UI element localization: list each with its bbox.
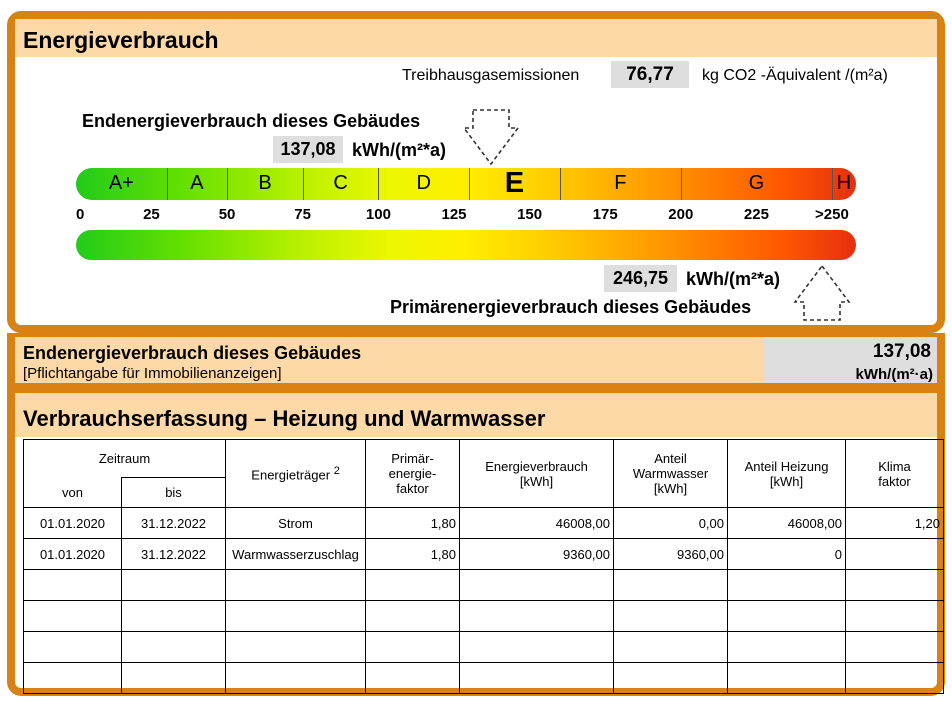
end-energy-label: Endenergieverbrauch dieses Gebäudes [82,111,421,131]
ghg-label: Treibhausgasemissionen [402,67,580,84]
energy-class-b: B [258,172,272,194]
cell-bis: 31.12.2022 [122,508,226,539]
cell-traeger: Warmwasserzuschlag [226,539,366,570]
section-title: Verbrauchserfassung – Heizung und Warmwasser [23,406,546,431]
scale-tick-label: 225 [743,206,769,223]
energy-class-scale [76,168,856,200]
cell-warmwasser: 0,00 [614,508,728,539]
summary-label-area [15,337,763,383]
summary-unit: kWh/(m²·a) [855,366,933,383]
primary-energy-value: 246,75 [604,265,677,292]
cell-klima [846,539,944,570]
table-row [24,508,944,539]
scale-tick-label: 200 [668,206,694,223]
end-energy-summary [7,333,945,391]
table-row [24,539,944,570]
energy-class-a-plus: A+ [108,172,134,194]
primary-energy-scale [76,230,856,260]
consumption-table [23,439,944,694]
header-bis: bis [122,478,226,508]
scale-tick-label: 75 [294,206,311,223]
scale-tick-label: 50 [218,206,236,223]
end-energy-unit: kWh/(m²*a) [352,140,446,160]
cell-warmwasser: 9360,00 [614,539,728,570]
scale-tick-label: 25 [143,206,160,223]
table-row-empty [24,663,944,694]
energy-class-f: F [614,172,627,194]
cell-von: 01.01.2020 [24,539,122,570]
header-klimafaktor: Klima faktor [846,440,944,508]
scale-tick-label: >250 [815,206,849,223]
energy-class-a: A [190,172,204,194]
scale-tick-label: 100 [365,206,391,223]
cell-verbrauch: 9360,00 [460,539,614,570]
table-row-empty [24,601,944,632]
energy-class-h: H [836,172,852,194]
cell-faktor: 1,80 [366,539,460,570]
summary-title: Endenergieverbrauch dieses Gebäudes [23,343,362,363]
energy-class-d: D [416,172,431,194]
cell-von: 01.01.2020 [24,508,122,539]
cell-faktor: 1,80 [366,508,460,539]
table-row-empty [24,570,944,601]
cell-traeger: Strom [226,508,366,539]
summary-value: 137,08 [872,341,931,362]
ghg-unit: kg CO2 -Äquivalent /(m²a) [702,67,888,84]
section-header [15,393,937,437]
ghg-value: 76,77 [611,61,689,88]
header-anteil-warmwasser: Anteil Warmwasser [kWh] [614,440,728,508]
header-anteil-heizung: Anteil Heizung [kWh] [728,440,846,508]
header-von: von [24,478,122,508]
class-divider [167,168,168,200]
energy-class-e: E [504,168,525,199]
cell-bis: 31.12.2022 [122,539,226,570]
class-divider [832,168,833,200]
summary-subtitle: [Pflichtangabe für Immobilienanzeigen] [23,365,282,382]
cell-verbrauch: 46008,00 [460,508,614,539]
header-energietraeger: Energieträger $^2$ [226,440,366,508]
cell-heizung: 46008,00 [728,508,846,539]
consumption-record-panel [7,391,945,696]
section-title: Energieverbrauch [23,27,219,53]
scale-tick-label: 175 [592,206,618,223]
cell-klima: 1,20 [846,508,944,539]
energy-class-g: G [748,172,765,194]
end-energy-value: 137,08 [273,136,343,163]
header-zeitraum: Zeitraum [24,440,226,478]
class-divider [227,168,228,200]
summary-value-box [763,337,937,383]
class-divider [469,168,470,200]
section-header [15,19,937,57]
table-row-empty [24,632,944,663]
scale-tick-label: 150 [517,206,543,223]
cell-heizung: 0 [728,539,846,570]
header-primaerenergiefaktor: Primär- energie- faktor [366,440,460,508]
primary-energy-label: Primärenergieverbrauch dieses Gebäudes [390,297,752,317]
class-divider [303,168,304,200]
primary-energy-arrow-icon [793,264,851,322]
end-energy-arrow-icon [462,108,520,166]
scale-tick-label: 125 [441,206,467,223]
class-divider [560,168,561,200]
scale-tick-label: 0 [76,206,85,223]
primary-energy-unit: kWh/(m²*a) [686,269,780,289]
energy-class-c: C [333,172,348,194]
class-divider [378,168,379,200]
class-divider [681,168,682,200]
header-energieverbrauch: Energieverbrauch [kWh] [460,440,614,508]
